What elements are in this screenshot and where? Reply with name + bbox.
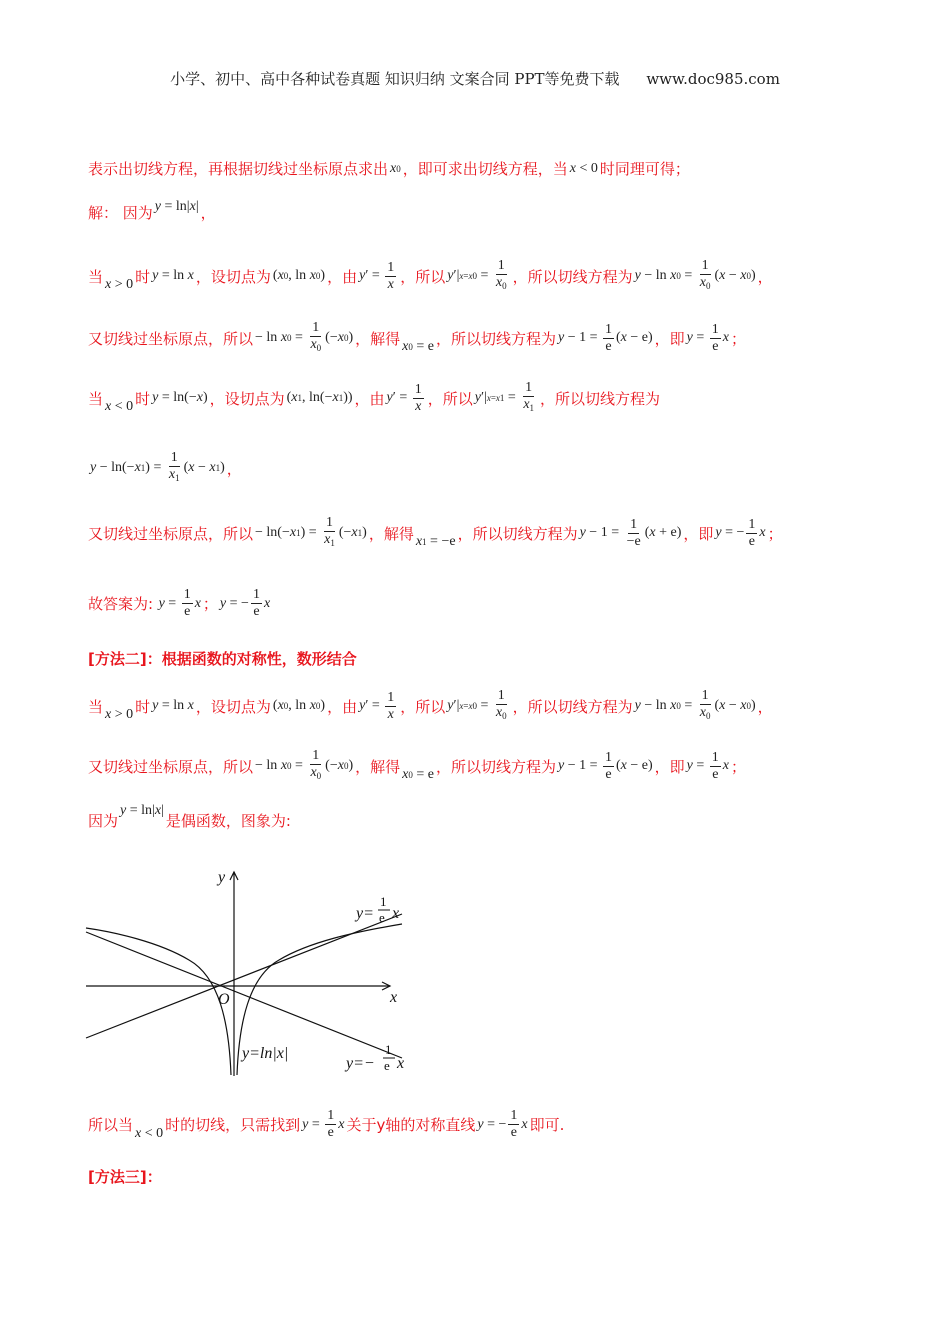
math: y = $\frac{1}{e}$ x [686,321,730,354]
header-site: www.doc985.com [646,70,780,88]
math: ( x 1 , ln(− x 1 )) [286,390,353,405]
math: y − 1 = $\frac{1}{e}$ ( x − e) [557,749,653,782]
text: ，即 [683,524,714,543]
text: ，所以 [427,389,473,408]
text: 当 [88,267,104,286]
math: y ′ = $\frac{1}{x}$ [359,689,395,722]
math: x < 0 [105,399,134,414]
math: y − ln(− x 1 ) = $\frac{1}{x_1}$ ( x − x 1 ) [90,450,225,483]
text: 时 [135,267,151,286]
math: y = ln x [152,268,194,283]
math: x > 0 [105,707,134,722]
text: 时同理可得； [599,160,690,178]
text: 即可. [529,1116,565,1134]
text: 解： 因为 [88,204,153,222]
math: y = ln(− x ) [152,390,208,405]
text: ， [200,204,216,222]
text: 因为 [88,812,119,830]
text: 当 [88,389,104,408]
math: y − 1 = $\frac{1}{e}$ ( x − e) [557,321,653,354]
line-neg-x: x [397,1055,405,1072]
text: ，所以切线方程为 [540,389,661,408]
line-7 [88,515,783,551]
text: ，设切点为 [195,267,271,286]
text: ，所以 [400,697,446,716]
text: ，设切点为 [209,389,285,408]
math: y = ln| x | [120,802,164,818]
text: ，即 [654,329,685,348]
math: ( x 0 , ln x 0 ) [272,268,326,283]
line-3 [88,258,773,294]
y-axis-label: y [218,869,226,886]
math: y ′ = $\frac{1}{x}$ [386,381,422,414]
math: y = $\frac{1}{e}$ x [302,1108,345,1140]
math: x 0 = e [402,767,434,782]
text: ，由 [327,697,358,716]
math: x 0 [390,160,401,176]
text: ，所以 [400,267,446,286]
math: y ′| x=x0 = $\frac{1}{x_0}$ [447,688,507,721]
math: − ln x 0 = $\frac{1}{x_0}$ (− x 0 ) [255,748,354,781]
math: − ln(− x 1 ) = $\frac{1}{x_1}$ (− x 1 ) [255,515,367,548]
text: 时 [135,389,151,408]
line-pos-x: x [392,905,400,922]
math: y − 1 = $\frac{1}{-e}$ ( x + e) [579,516,682,549]
math: y − ln x 0 = $\frac{1}{x_0}$ ( x − x 0 ) [634,258,756,291]
math: x > 0 [105,277,134,292]
text: ，所以切线方程为 [435,329,556,348]
math: x 1 = −e [415,534,456,549]
math: x < 0 [569,160,598,176]
math: y = $\frac{1}{e}$ x [158,587,201,619]
text: ， [757,267,773,286]
text: 又切线过坐标原点，所以 [88,757,254,776]
text: ， [226,459,242,478]
math: y = − $\frac{1}{e}$ x [477,1108,528,1140]
text: ，所以切线方程为 [512,697,633,716]
x-axis-label: x [390,989,398,1006]
line-10 [88,688,773,724]
line-neg-label-prefix: y=− [346,1055,375,1072]
line-5 [88,380,660,416]
text: 表示出切线方程，再根据切线过坐标原点求出 [88,160,389,178]
text: 故答案为: [88,595,154,613]
text: ，解得 [355,329,401,348]
text: [方法二]：根据函数的对称性，数形结合 [88,650,357,668]
curve-label: y=ln|x| [242,1045,289,1062]
text: ，解得 [368,524,414,543]
line-4 [88,320,746,356]
text: ，由 [327,267,358,286]
text: ，设切点为 [195,697,271,716]
text: ，即可求出切线方程，当 [402,160,568,178]
math: y = − $\frac{1}{e}$ x [715,516,766,549]
text: ， [757,697,773,716]
math: y ′| x=x1 = $\frac{1}{x_1}$ [474,380,535,413]
text: ，即 [654,757,685,776]
math: y ′ = $\frac{1}{x}$ [359,259,395,292]
text: 所以当 [88,1116,134,1134]
line-13 [88,1108,564,1141]
text: ； [731,757,747,776]
text: ，所以切线方程为 [512,267,633,286]
method-3-heading [88,1166,162,1187]
origin-label: O [218,991,230,1008]
math: x 0 = e [402,339,434,354]
line-12 [88,802,291,831]
math: y = − $\frac{1}{e}$ x [219,587,271,619]
text: ，所以切线方程为 [435,757,556,776]
text: 关于y轴的对称直线 [346,1116,476,1134]
math: x < 0 [135,1125,164,1141]
math: − ln x 0 = $\frac{1}{x_0}$ (− x 0 ) [255,320,354,353]
line-neg-den: e [384,1058,390,1073]
line-6 [88,450,242,486]
text: 当 [88,697,104,716]
line-1 [88,158,690,179]
math: y = ln| x | [154,198,199,214]
text: [方法三]： [88,1168,162,1186]
tangent-line-positive-mirror [86,932,402,1058]
text: ，所以切线方程为 [457,524,578,543]
curve-left [86,928,231,1075]
header-text: 小学、初中、高中各种试卷真题 知识归纳 文案合同 PPT等免费下载 [170,70,620,88]
text: ； [767,524,783,543]
math: y = ln x [152,698,194,713]
math: ( x 0 , ln x 0 ) [272,698,326,713]
line-neg-num: 1 [385,1042,392,1057]
line-pos-num: 1 [380,894,387,909]
math: y − ln x 0 = $\frac{1}{x_0}$ ( x − x 0 ) [634,688,756,721]
method-2-heading [88,648,357,669]
text: ； [731,329,747,348]
math: y = $\frac{1}{e}$ x [686,749,730,782]
text: ，由 [354,389,385,408]
line-2 [88,198,216,223]
math: y ′| x=x0 = $\frac{1}{x_0}$ [447,258,507,291]
line-pos-den: e [379,910,385,925]
page-header [0,68,950,89]
line-8 [88,587,272,620]
text: 是偶函数，图象为: [165,812,291,830]
function-graph [84,862,424,1082]
line-pos-label-prefix: y= [356,905,374,922]
text: 又切线过坐标原点，所以 [88,524,254,543]
text: 时 [135,697,151,716]
text: 又切线过坐标原点，所以 [88,329,254,348]
line-11 [88,748,746,784]
text: 时的切线，只需找到 [165,1116,301,1134]
text: ，解得 [355,757,401,776]
text: ； [202,595,218,613]
